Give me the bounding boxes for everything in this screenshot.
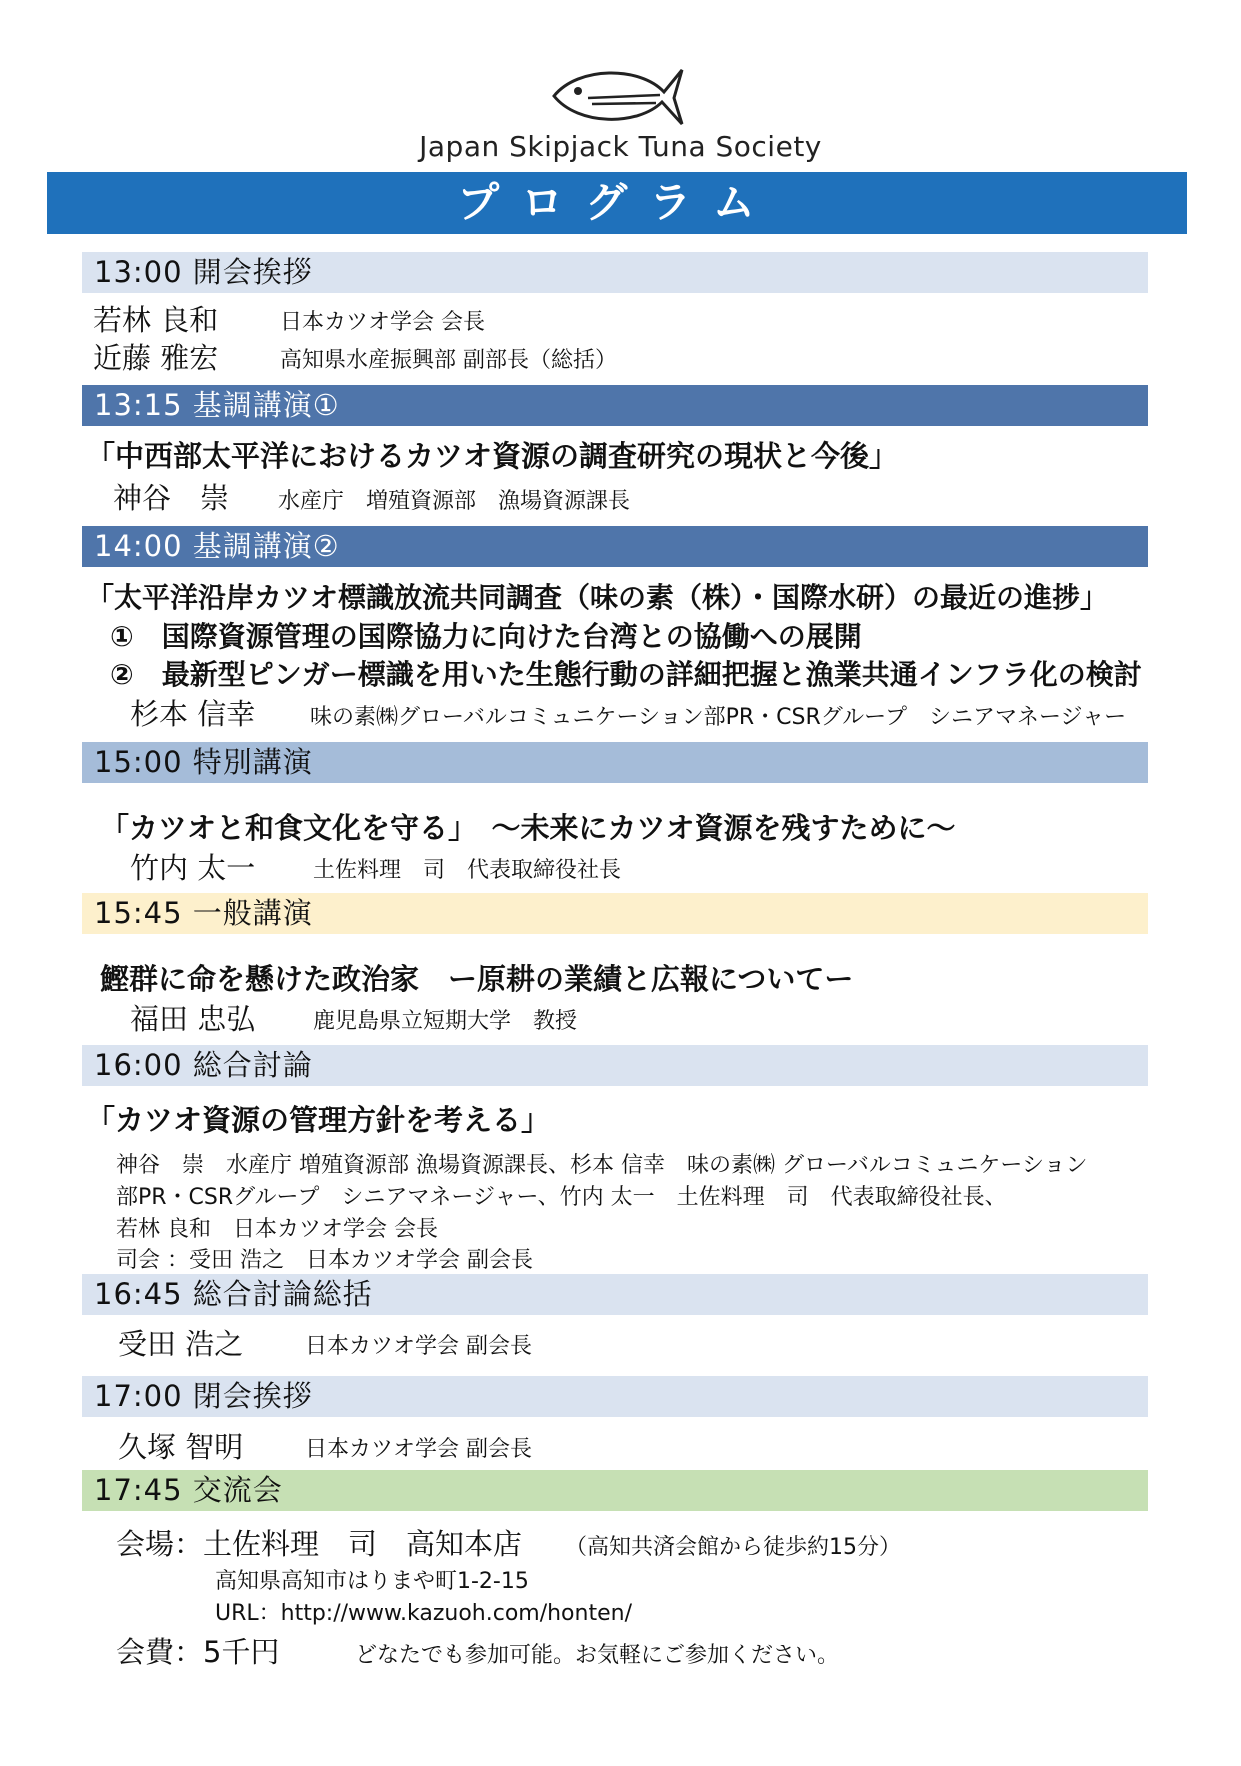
session-header-summary xyxy=(82,1274,1148,1315)
panelists-line: 部PR・CSRグループ シニアマネージャー、竹内 太一 土佐料理 司 代表取締役社長、 xyxy=(116,1185,1007,1210)
speaker-name: 久塚 智明 xyxy=(118,1430,244,1464)
speaker-name: 杉本 信幸 xyxy=(130,697,256,731)
talk-subtopic: ② 最新型ピンガー標識を用いた生態行動の詳細把握と漁業共通インフラ化の検討 xyxy=(110,658,1142,691)
session-time-title: 14:00 基調講演② xyxy=(94,529,340,563)
session-header-keynote-1 xyxy=(82,385,1148,426)
session-time-title: 16:45 総合討論総括 xyxy=(94,1277,373,1311)
session-header-reception xyxy=(82,1470,1148,1511)
speaker-affiliation: 味の素㈱グローバルコミュニケーション部PR・CSRグループ シニアマネージャー xyxy=(310,705,1127,730)
venue-address: 高知県高知市はりまや町1-2-15 xyxy=(215,1569,529,1594)
talk-subtopic: ① 国際資源管理の国際協力に向けた台湾との協働への展開 xyxy=(110,620,862,653)
speaker-name: 近藤 雅宏 xyxy=(93,341,219,375)
talk-title: 鰹群に命を懸けた政治家 ー原耕の業績と広報についてー xyxy=(100,962,854,996)
session-header-keynote-2 xyxy=(82,526,1148,567)
session-time-title: 13:00 開会挨拶 xyxy=(94,255,313,289)
fee: 会費：5千円 xyxy=(116,1635,280,1669)
speaker-name: 神谷 崇 xyxy=(113,481,230,515)
venue-url-link[interactable]: URL：http://www.kazuoh.com/honten/ xyxy=(215,1601,632,1626)
session-header-general xyxy=(82,893,1148,934)
fee-note: どなたでも参加可能。お気軽にご参加ください。 xyxy=(355,1643,840,1668)
speaker-affiliation: 日本カツオ学会 副会長 xyxy=(305,1334,532,1359)
session-time-title: 13:15 基調講演① xyxy=(94,388,340,422)
org-name: Japan Skipjack Tuna Society xyxy=(419,130,822,163)
speaker-name: 若林 良和 xyxy=(93,303,219,337)
speaker-affiliation: 鹿児島県立短期大学 教授 xyxy=(313,1009,578,1034)
session-time-title: 16:00 総合討論 xyxy=(94,1048,313,1082)
speaker-affiliation: 土佐料理 司 代表取締役社長 xyxy=(313,858,622,883)
speaker-name: 福田 忠弘 xyxy=(130,1002,256,1036)
speaker-affiliation: 高知県水産振興部 副部長（総括） xyxy=(280,348,617,373)
panelists-line: 神谷 崇 水産庁 増殖資源部 漁場資源課長、杉本 信幸 味の素㈱ グローバルコミュニケーション xyxy=(116,1153,1088,1178)
page-title: プログラム xyxy=(457,178,777,227)
talk-title: 「中西部太平洋におけるカツオ資源の調査研究の現状と今後」 xyxy=(86,439,899,473)
speaker-name: 竹内 太一 xyxy=(130,851,256,885)
session-time-title: 15:00 特別講演 xyxy=(94,745,313,779)
title-banner xyxy=(47,172,1187,234)
venue-name: 会場：土佐料理 司 高知本店 xyxy=(116,1527,523,1561)
moderator-line: 司会 ：受田 浩之 日本カツオ学会 副会長 xyxy=(116,1248,533,1273)
session-header-special xyxy=(82,742,1148,783)
talk-title: 「太平洋沿岸カツオ標識放流共同調査（味の素（株）・国際水研）の最近の進捗」 xyxy=(86,581,1109,614)
panelists-line: 若林 良和 日本カツオ学会 会長 xyxy=(116,1217,438,1242)
session-time-title: 17:45 交流会 xyxy=(94,1473,283,1507)
venue-note: （高知共済会館から徒歩約15分） xyxy=(565,1535,901,1560)
talk-title: 「カツオ資源の管理方針を考える」 xyxy=(86,1103,551,1137)
session-time-title: 17:00 閉会挨拶 xyxy=(94,1379,313,1413)
speaker-affiliation: 水産庁 増殖資源部 漁場資源課長 xyxy=(278,489,631,514)
speaker-name: 受田 浩之 xyxy=(118,1327,244,1361)
fish-logo-icon xyxy=(548,62,684,130)
session-header-opening xyxy=(82,252,1148,293)
speaker-affiliation: 日本カツオ学会 会長 xyxy=(280,310,485,335)
talk-title: 「カツオと和食文化を守る」 ～未来にカツオ資源を残すために～ xyxy=(100,811,956,845)
speaker-affiliation: 日本カツオ学会 副会長 xyxy=(305,1437,532,1462)
session-time-title: 15:45 一般講演 xyxy=(94,896,313,930)
session-header-closing xyxy=(82,1376,1148,1417)
session-header-discussion xyxy=(82,1045,1148,1086)
